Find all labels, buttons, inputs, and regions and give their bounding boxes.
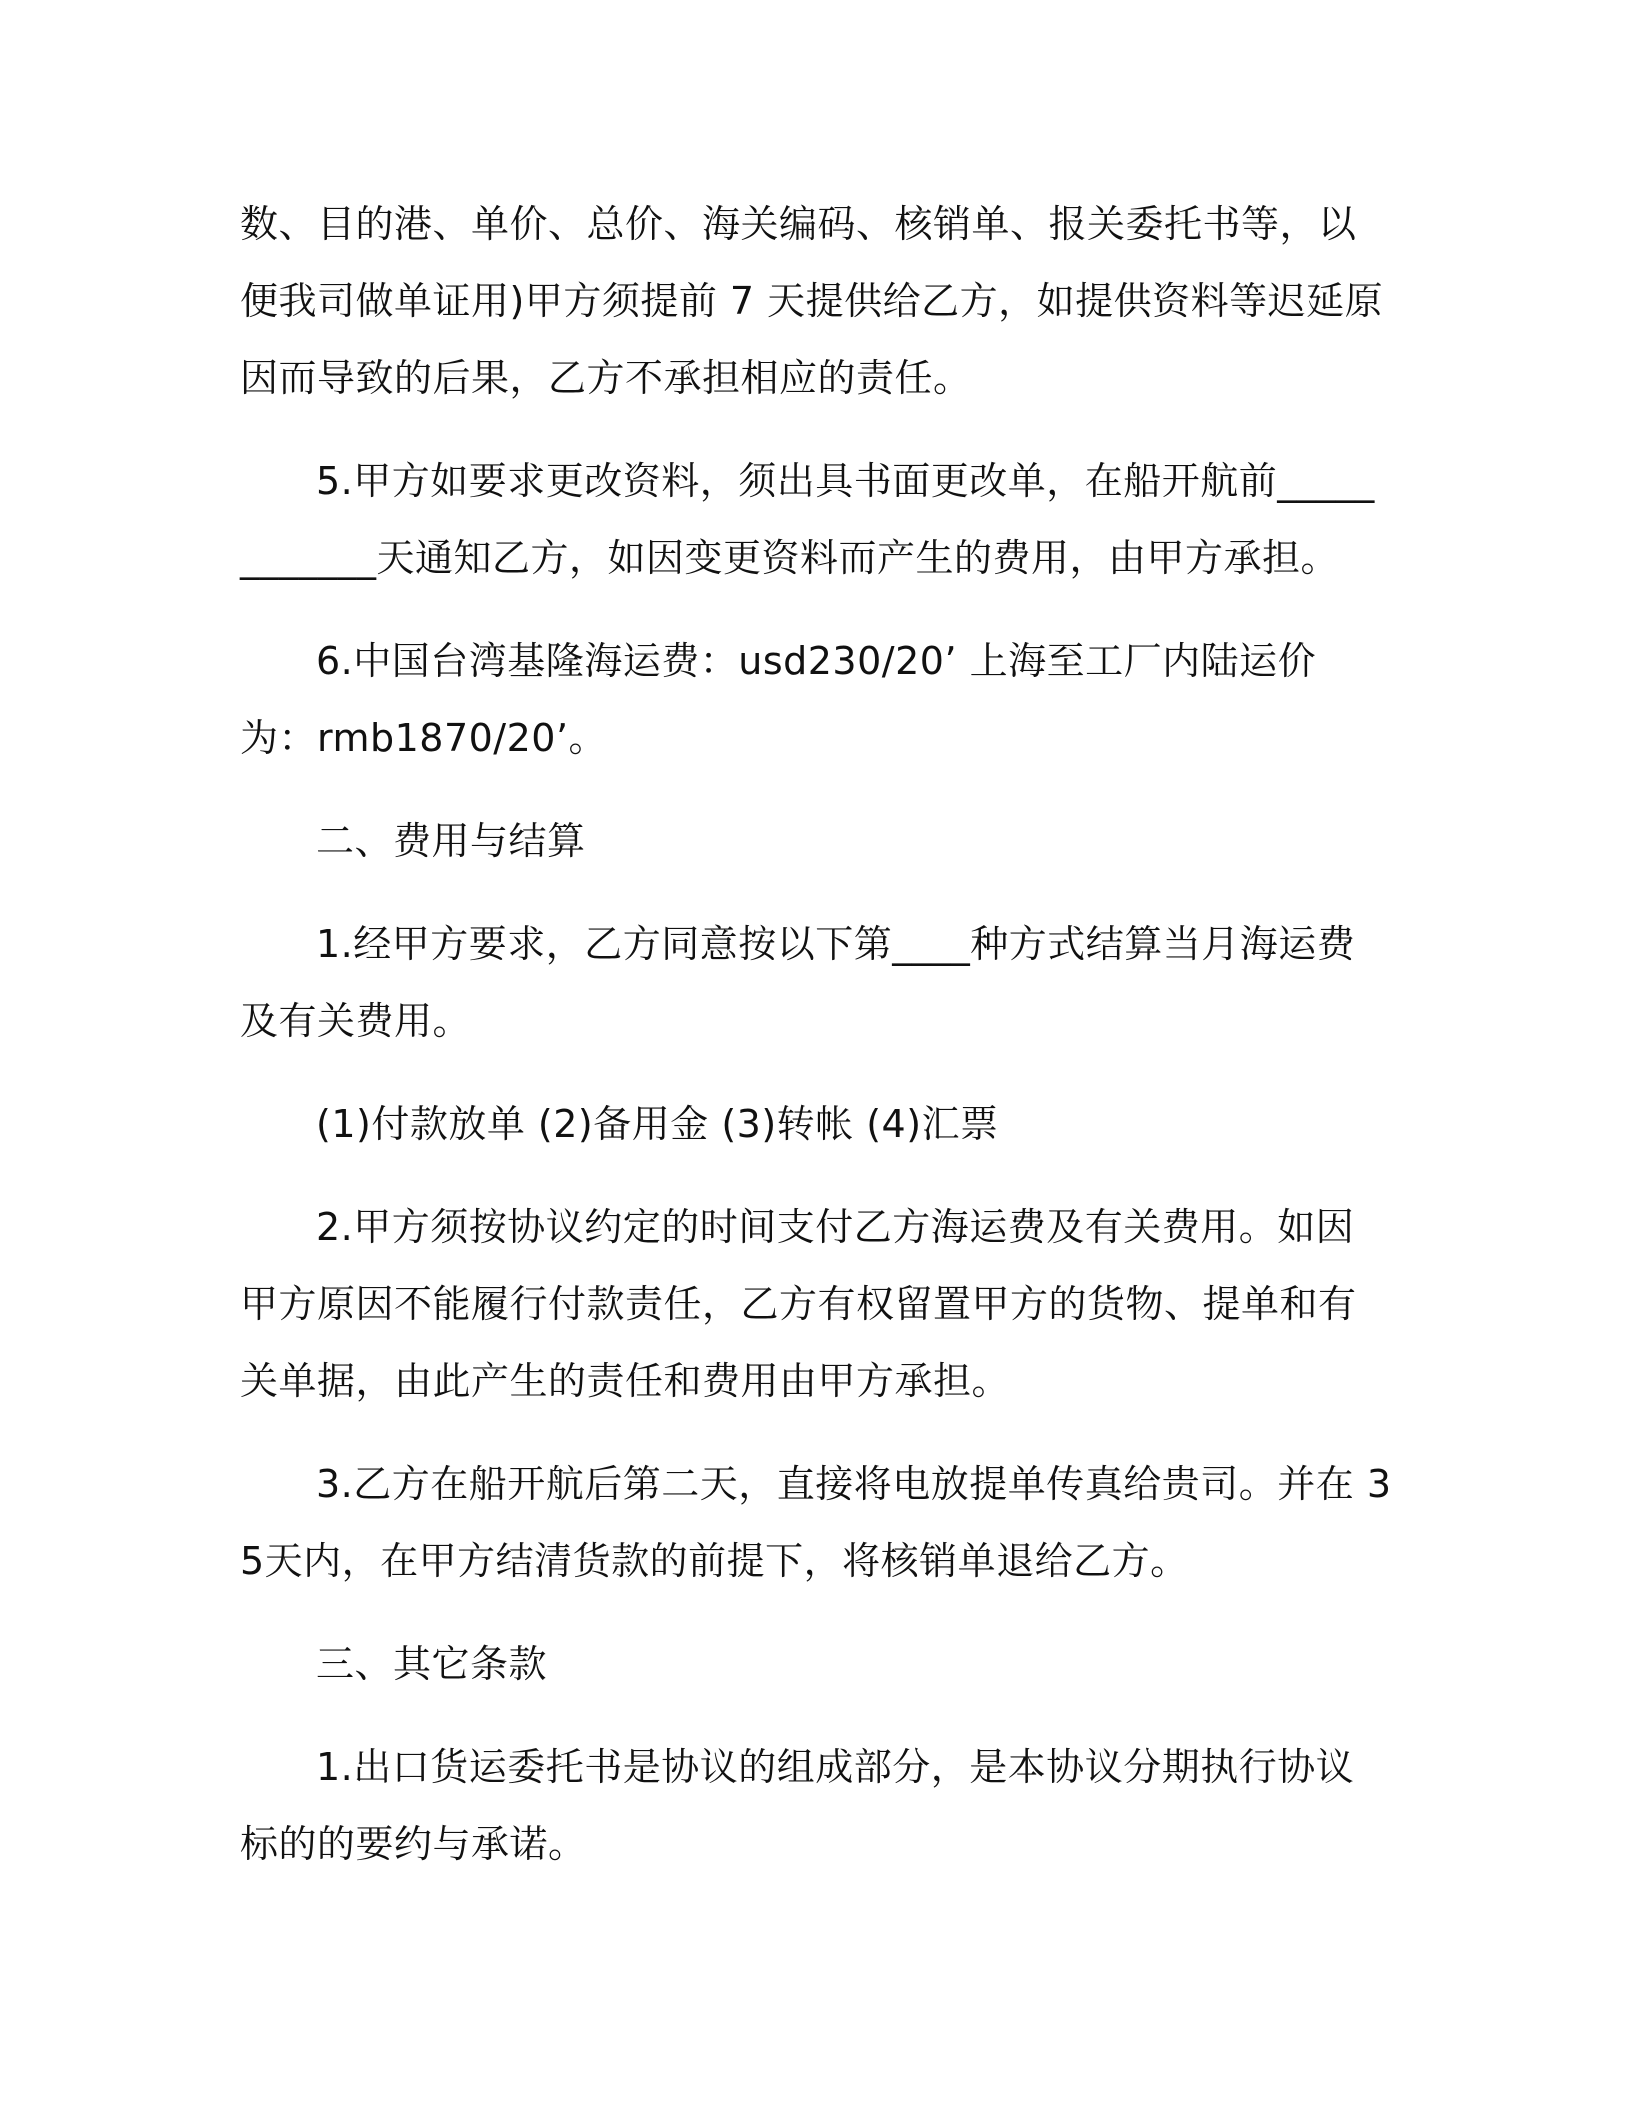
paragraph-settlement-options: (1)付款放单 (2)备用金 (3)转帐 (4)汇票 (316, 1102, 999, 1146)
paragraph-other-1: 1.出口货运委托书是协议的组成部分，是本协议分期执行协议标的的要约与承诺。 (240, 1745, 1355, 1866)
paragraph-settlement-3: 3.乙方在船开航后第二天，直接将电放提单传真给贵司。并在 35天内，在甲方结清货款的前提下，将核销单退给乙方。 (240, 1462, 1392, 1583)
paragraph-continued: 数、目的港、单价、总价、海关编码、核销单、报关委托书等，以便我司做单证用)甲方须提前 7 天提供给乙方，如提供资料等迟延原因而导致的后果，乙方不承担相应的责任。 (240, 202, 1384, 400)
section-heading-fees: 二、费用与结算 (316, 819, 586, 863)
paragraph-settlement-1: 1.经甲方要求，乙方同意按以下第____种方式结算当月海运费及有关费用。 (240, 922, 1356, 1043)
paragraph-item-6: 6.中国台湾基隆海运费：usd230/20’ 上海至工厂内陆运价为：rmb1870/20’。 (240, 639, 1317, 760)
paragraph-item-5: 5.甲方如要求更改资料，须出具书面更改单，在船开航前____________天通知乙方，如因变更资料而产生的费用，由甲方承担。 (240, 459, 1375, 580)
document-body (240, 186, 1392, 1909)
paragraph-settlement-2: 2.甲方须按协议约定的时间支付乙方海运费及有关费用。如因甲方原因不能履行付款责任，乙方有权留置甲方的货物、提单和有关单据，由此产生的责任和费用由甲方承担。 (240, 1205, 1357, 1403)
section-heading-other: 三、其它条款 (316, 1642, 548, 1686)
